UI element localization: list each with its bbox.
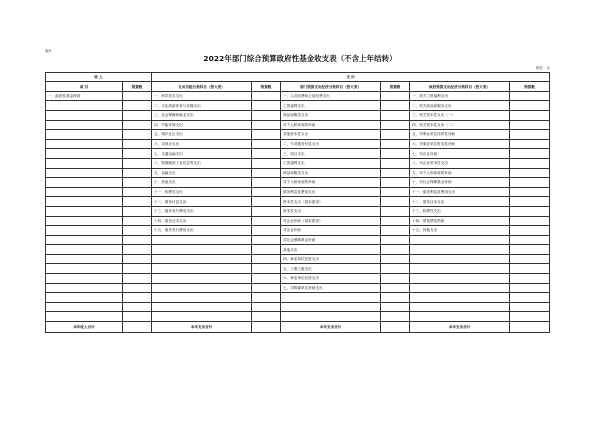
table-row	[46, 254, 550, 264]
income-amount-cell	[123, 206, 152, 216]
expense-header: 支 出	[152, 73, 550, 82]
table-row	[46, 149, 550, 159]
gov-item-cell	[410, 283, 510, 293]
table-row	[46, 293, 550, 303]
func-amount-cell	[252, 226, 281, 236]
dept-amount-cell	[381, 226, 410, 236]
gov-item-cell: 十五、其他支出	[410, 226, 510, 236]
table-row	[46, 226, 550, 236]
income-amount-cell	[123, 149, 152, 159]
income-item-cell	[46, 274, 123, 284]
gov-total-amount	[510, 322, 550, 333]
income-amount-cell	[123, 264, 152, 274]
gov-amount-cell	[510, 206, 550, 216]
dept-amount-cell	[381, 168, 410, 178]
func-amount-cell	[252, 120, 281, 130]
dept-amount-cell	[381, 197, 410, 207]
income-item-cell	[46, 130, 123, 140]
func-amount-cell	[252, 139, 281, 149]
gov-amount-cell	[510, 91, 550, 101]
func-item-cell: 十四、债务还本支出	[152, 216, 252, 226]
income-item-cell	[46, 139, 123, 149]
dept-item-cell: 六、事业单位经营支出	[281, 274, 381, 284]
func-amount-cell	[252, 149, 281, 159]
page-title: 2022年部门综合预算政府性基金收支表（不含上年结转）	[203, 54, 397, 63]
gov-amount-cell	[510, 235, 550, 245]
gov-item-cell: 十一、债务利息及费用支出	[410, 187, 510, 197]
income-amount-cell	[123, 91, 152, 101]
income-item-cell	[46, 158, 123, 168]
func-item-cell: 一、科学技术支出	[152, 91, 252, 101]
gov-amount-cell	[510, 187, 550, 197]
dept-econ-header: 部门预算支出经济分类科目（按大类）	[281, 82, 381, 91]
func-amount-cell	[252, 293, 281, 303]
func-item-cell	[152, 245, 252, 255]
func-amount-cell	[252, 245, 281, 255]
income-item-cell	[46, 293, 123, 303]
gov-amount-cell	[510, 197, 550, 207]
gov-item-cell	[410, 245, 510, 255]
dept-item-cell: 其他资本性支出	[281, 130, 381, 140]
func-amount-cell	[252, 216, 281, 226]
dept-amount-cell	[381, 139, 410, 149]
income-item-cell	[46, 254, 123, 264]
gov-amount-cell	[510, 139, 550, 149]
func-item-cell: 十三、债务发行费用支出	[152, 206, 252, 216]
gov-item-cell	[410, 302, 510, 312]
func-item-cell: 六、农林水支出	[152, 139, 252, 149]
income-item-cell	[46, 226, 123, 236]
gov-amount-cell	[510, 264, 550, 274]
func-item-cell: 七、交通运输支出	[152, 149, 252, 159]
dept-amount-cell	[381, 235, 410, 245]
dept-item-cell: 对社会保障基金补助	[281, 235, 381, 245]
gov-amount-cell	[510, 149, 550, 159]
func-amount-cell	[252, 254, 281, 264]
gov-amount-cell	[510, 293, 550, 303]
dept-amount-cell	[381, 264, 410, 274]
table-row	[46, 110, 550, 120]
income-amount-cell	[123, 178, 152, 188]
dept-item-cell: 二、专项债务付息支出	[281, 139, 381, 149]
func-item-cell: 八、资源勘探工业信息等支出	[152, 158, 252, 168]
func-amount-cell	[252, 264, 281, 274]
income-header: 收 入	[46, 73, 152, 82]
dept-amount-cell	[381, 110, 410, 120]
dept-item-cell: 一、人员经费和公用经费支出	[281, 91, 381, 101]
func-item-cell: 四、节能环保支出	[152, 120, 252, 130]
table-row	[46, 139, 550, 149]
income-item-cell	[46, 101, 123, 111]
gov-amount-cell	[510, 216, 550, 226]
dept-item-cell	[281, 312, 381, 322]
func-amount-cell	[252, 283, 281, 293]
dept-amount-cell	[381, 91, 410, 101]
income-amount-cell	[123, 197, 152, 207]
income-amount-cell	[123, 226, 152, 236]
income-item-cell	[46, 302, 123, 312]
func-amount-cell	[252, 110, 281, 120]
dept-item-cell: 资本性支出	[281, 206, 381, 216]
header-row-group	[46, 73, 550, 82]
gov-item-cell	[410, 254, 510, 264]
func-item-cell	[152, 254, 252, 264]
dept-item-cell: 对企业补助（基本建设）	[281, 216, 381, 226]
dept-amount-cell	[381, 130, 410, 140]
func-amount-cell	[252, 197, 281, 207]
func-amount-cell	[252, 187, 281, 197]
income-amount-cell	[123, 245, 152, 255]
func-item-cell: 五、城乡社区支出	[152, 130, 252, 140]
income-amount-cell	[123, 130, 152, 140]
func-item-cell: 二、文化旅游体育与传媒支出	[152, 101, 252, 111]
budget-amount-header: 预算数	[252, 82, 281, 91]
dept-amount-cell	[381, 245, 410, 255]
income-item-cell	[46, 216, 123, 226]
table-row	[46, 206, 550, 216]
income-amount-cell	[123, 254, 152, 264]
gov-amount-cell	[510, 226, 550, 236]
dept-item-cell: 工资福利支出	[281, 101, 381, 111]
dept-item-cell: 商品和服务支出	[281, 168, 381, 178]
income-amount-cell	[123, 139, 152, 149]
gov-item-cell: 二、机关商品和服务支出	[410, 101, 510, 111]
income-item-cell	[46, 206, 123, 216]
dept-item-cell: 三、项目支出	[281, 149, 381, 159]
gov-item-cell: 八、对企业资本性支出	[410, 158, 510, 168]
income-amount-cell	[123, 312, 152, 322]
dept-amount-cell	[381, 206, 410, 216]
table-row	[46, 235, 550, 245]
income-item-cell	[46, 264, 123, 274]
dept-item-cell: 债务利息及费用支出	[281, 187, 381, 197]
gov-item-cell: 三、机关资本性支出（一）	[410, 110, 510, 120]
table-row	[46, 264, 550, 274]
income-item-cell	[46, 235, 123, 245]
income-amount-cell	[123, 187, 152, 197]
func-total-amount	[252, 322, 281, 333]
income-item-cell	[46, 168, 123, 178]
budget-amount-header: 预算数	[123, 82, 152, 91]
table-row	[46, 168, 550, 178]
gov-amount-cell	[510, 101, 550, 111]
func-item-cell	[152, 264, 252, 274]
item-header: 项 目	[46, 82, 123, 91]
income-amount-cell	[123, 274, 152, 284]
budget-amount-header: 预算数	[381, 82, 410, 91]
gov-amount-cell	[510, 274, 550, 284]
gov-item-cell	[410, 235, 510, 245]
gov-amount-cell	[510, 130, 550, 140]
income-item-cell	[46, 110, 123, 120]
func-amount-cell	[252, 302, 281, 312]
header-row-columns	[46, 82, 550, 91]
unit-label: 单位：元	[535, 66, 550, 70]
dept-item-cell: 五、上缴上级支出	[281, 264, 381, 274]
gov-amount-cell	[510, 120, 550, 130]
income-amount-cell	[123, 110, 152, 120]
func-amount-cell	[252, 206, 281, 216]
dept-item-cell	[281, 302, 381, 312]
gov-item-cell: 十、对社会保障基金补助	[410, 178, 510, 188]
table-row	[46, 216, 550, 226]
gov-total-label: 本年支出合计	[410, 322, 510, 333]
table-row	[46, 197, 550, 207]
gov-item-cell: 五、对事业单位经常性补助	[410, 130, 510, 140]
table-row	[46, 120, 550, 130]
dept-item-cell: 对企业补助	[281, 226, 381, 236]
gov-amount-cell	[510, 110, 550, 120]
gov-econ-header: 政府预算支出经济分类科目（按大类）	[410, 82, 510, 91]
func-total-label: 本年支出合计	[152, 322, 252, 333]
func-amount-cell	[252, 101, 281, 111]
income-amount-cell	[123, 283, 152, 293]
dept-amount-cell	[381, 216, 410, 226]
func-item-cell: 十二、债务付息支出	[152, 197, 252, 207]
dept-item-cell: 四、事业单位经营支出	[281, 254, 381, 264]
table-row	[46, 187, 550, 197]
dept-item-cell	[281, 293, 381, 303]
gov-item-cell	[410, 274, 510, 284]
income-item-cell	[46, 149, 123, 159]
gov-amount-cell	[510, 312, 550, 322]
income-amount-cell	[123, 158, 152, 168]
func-amount-cell	[252, 235, 281, 245]
table-row	[46, 178, 550, 188]
table-row	[46, 91, 550, 101]
dept-amount-cell	[381, 158, 410, 168]
gov-amount-cell	[510, 245, 550, 255]
income-item-cell: 一、政府性基金拨款	[46, 91, 123, 101]
income-item-cell	[46, 283, 123, 293]
gov-amount-cell	[510, 283, 550, 293]
income-total-amount	[123, 322, 152, 333]
dept-item-cell: 工资福利支出	[281, 158, 381, 168]
dept-amount-cell	[381, 293, 410, 303]
dept-item-cell: 商品和服务支出	[281, 110, 381, 120]
dept-item-cell: 七、对附属单位补助支出	[281, 283, 381, 293]
income-amount-cell	[123, 293, 152, 303]
func-item-cell: 十五、债务发行费用支出	[152, 226, 252, 236]
table-row	[46, 158, 550, 168]
income-item-cell	[46, 178, 123, 188]
gov-item-cell	[410, 293, 510, 303]
gov-item-cell	[410, 264, 510, 274]
dept-item-cell: 对个人和家庭的补助	[281, 178, 381, 188]
budget-table	[45, 72, 550, 333]
func-item-cell: 十一、转移性支出	[152, 187, 252, 197]
gov-amount-cell	[510, 302, 550, 312]
func-amount-cell	[252, 274, 281, 284]
table-row	[46, 245, 550, 255]
table-row	[46, 130, 550, 140]
dept-amount-cell	[381, 149, 410, 159]
income-item-cell	[46, 187, 123, 197]
dept-amount-cell	[381, 283, 410, 293]
func-item-cell	[152, 274, 252, 284]
table-row	[46, 302, 550, 312]
table-row	[46, 101, 550, 111]
income-amount-cell	[123, 216, 152, 226]
table-row	[46, 312, 550, 322]
func-amount-cell	[252, 168, 281, 178]
dept-item-cell: 其他支出	[281, 245, 381, 255]
table-row	[46, 274, 550, 284]
func-amount-cell	[252, 312, 281, 322]
table-row	[46, 283, 550, 293]
gov-item-cell: 七、对企业补助	[410, 149, 510, 159]
page-label: 表9	[45, 49, 51, 53]
gov-item-cell: 十三、转移性支出	[410, 206, 510, 216]
dept-amount-cell	[381, 101, 410, 111]
func-item-cell	[152, 283, 252, 293]
total-row	[46, 322, 550, 333]
income-amount-cell	[123, 120, 152, 130]
gov-item-cell	[410, 312, 510, 322]
gov-item-cell: 十四、预备费及预留	[410, 216, 510, 226]
gov-item-cell: 十二、债务还本支出	[410, 197, 510, 207]
func-item-cell: 九、金融支出	[152, 168, 252, 178]
func-amount-cell	[252, 158, 281, 168]
gov-item-cell: 四、机关资本性支出（二）	[410, 120, 510, 130]
income-amount-cell	[123, 235, 152, 245]
func-item-cell: 十、其他支出	[152, 178, 252, 188]
dept-amount-cell	[381, 302, 410, 312]
income-amount-cell	[123, 302, 152, 312]
func-item-cell	[152, 312, 252, 322]
func-item-cell	[152, 235, 252, 245]
func-class-header: 支出功能分类科目（按大类）	[152, 82, 252, 91]
income-item-cell	[46, 197, 123, 207]
income-amount-cell	[123, 168, 152, 178]
dept-amount-cell	[381, 120, 410, 130]
func-amount-cell	[252, 178, 281, 188]
income-item-cell	[46, 312, 123, 322]
gov-item-cell: 一、机关工资福利支出	[410, 91, 510, 101]
dept-amount-cell	[381, 274, 410, 284]
dept-amount-cell	[381, 187, 410, 197]
gov-amount-cell	[510, 254, 550, 264]
func-item-cell: 三、社会保障和就业支出	[152, 110, 252, 120]
gov-item-cell: 六、对事业单位资本性补助	[410, 139, 510, 149]
budget-amount-header: 预算数	[510, 82, 550, 91]
func-item-cell	[152, 293, 252, 303]
func-amount-cell	[252, 130, 281, 140]
income-item-cell	[46, 245, 123, 255]
dept-amount-cell	[381, 254, 410, 264]
income-item-cell	[46, 120, 123, 130]
func-item-cell	[152, 302, 252, 312]
dept-total-label: 本年支出合计	[281, 322, 381, 333]
income-total-label: 本年收入合计	[46, 322, 123, 333]
dept-total-amount	[381, 322, 410, 333]
gov-amount-cell	[510, 178, 550, 188]
dept-amount-cell	[381, 178, 410, 188]
dept-item-cell: 对个人和家庭的补助	[281, 120, 381, 130]
dept-item-cell: 资本性支出（基本建设）	[281, 197, 381, 207]
dept-amount-cell	[381, 312, 410, 322]
income-amount-cell	[123, 101, 152, 111]
gov-amount-cell	[510, 158, 550, 168]
gov-amount-cell	[510, 168, 550, 178]
gov-item-cell: 九、对个人和家庭的补助	[410, 168, 510, 178]
func-amount-cell	[252, 91, 281, 101]
